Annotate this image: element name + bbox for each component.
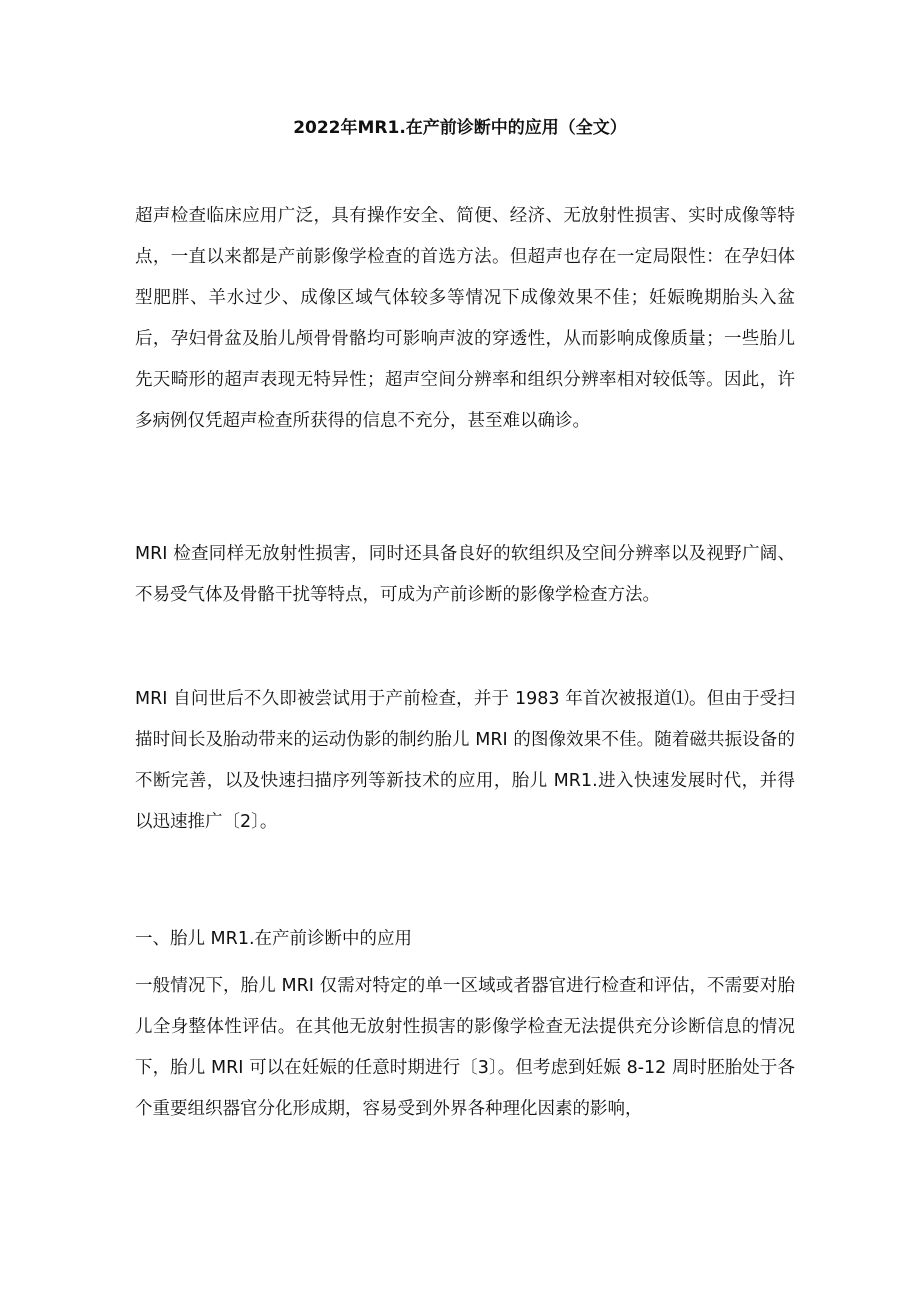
- document-title: 2022年MR1.在产前诊断中的应用（全文）: [293, 118, 627, 138]
- paragraph-mri-advantages: MRI 检查同样无放射性损害，同时还具备良好的软组织及空间分辨率以及视野广阔、不易受气体及骨骼干扰等特点，可成为产前诊断的影像学检查方法。: [135, 544, 795, 605]
- paragraph-ultrasound-limitations: 超声检查临床应用广泛，具有操作安全、简便、经济、无放射性损害、实时成像等特点，一直以来都是产前影像学检查的首选方法。但超声也存在一定局限性：在孕妇体型肥胖、羊水过少、成像区域气体较多等情况下成像效果不佳；妊娠晚期胎头入盆后，孕妇骨盆及胎儿颅骨骨骼均可影响声波的穿透性，从而影响成像质量；一些胎儿先天畸形的超声表现无特异性；超声空间分辨率和组织分辨率相对较低等。因此，许多病例仅凭超声检查所获得的信息不充分，甚至难以确诊。: [135, 206, 795, 431]
- section-heading: 一、胎儿 MR1.在产前诊断中的应用: [135, 929, 413, 949]
- paragraph-fetal-mri-application: 一般情况下，胎儿 MRI 仅需对特定的单一区域或者器官进行检查和评估，不需要对胎儿全身整体性评估。在其他无放射性损害的影像学检查无法提供充分诊断信息的情况下，胎儿 MRI 可以在妊娠的任意时期进行〔3〕。但考虑到妊娠 8-12 周时胚胎处于各个重要组织器官分化形成期，容易受到外界各种理化因素的影响，: [135, 976, 795, 1119]
- paragraph-mri-history: MRI 自问世后不久即被尝试用于产前检查，并于 1983 年首次被报道⑴。但由于受扫描时间长及胎动带来的运动伪影的制约胎儿 MRI 的图像效果不佳。随着磁共振设备的不断完善，以及快速扫描序列等新技术的应用，胎儿 MR1.进入快速发展时代，并得以迅速推广〔2〕。: [135, 689, 795, 832]
